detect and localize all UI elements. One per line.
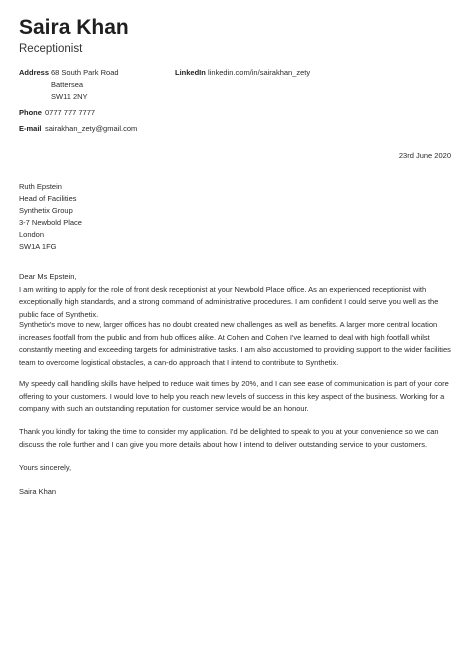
phone-value[interactable]: 0777 777 7777 bbox=[45, 108, 96, 117]
recipient-city: London bbox=[19, 230, 45, 239]
applicant-name: Saira Khan bbox=[19, 16, 129, 39]
paragraph-3: My speedy call handling skills have helped to reduce wait times by 20%, and I can see ease of communication is part of your core offering to your customers. I would love to help you reach new levels of success in this key aspect of the business. Working for a company with such an outstanding reputation for customer service would be an honour. bbox=[19, 379, 449, 413]
address-label: Address bbox=[19, 68, 50, 77]
letter-opening bbox=[19, 271, 459, 321]
phone-label: Phone bbox=[19, 108, 42, 117]
address-line-3: SW11 2NY bbox=[51, 92, 88, 101]
salutation: Dear Ms Epstein, bbox=[19, 272, 77, 281]
recipient-name: Ruth Epstein bbox=[19, 182, 62, 191]
address-line-2: Battersea bbox=[51, 80, 84, 89]
recipient-postcode: SW1A 1FG bbox=[19, 242, 57, 251]
address-line-1: 68 South Park Road bbox=[51, 68, 119, 77]
paragraph-2-block bbox=[19, 319, 459, 369]
recipient-street: 3-7 Newbold Place bbox=[19, 218, 82, 227]
recipient-address bbox=[19, 181, 82, 253]
signature-block bbox=[19, 486, 459, 499]
closing: Yours sincerely, bbox=[19, 463, 72, 472]
linkedin-label: LinkedIn bbox=[175, 68, 206, 77]
closing-block bbox=[19, 462, 459, 475]
paragraph-3-block bbox=[19, 378, 459, 416]
recipient-title: Head of Facilities bbox=[19, 194, 77, 203]
paragraph-4-block bbox=[19, 426, 459, 451]
applicant-job-title: Receptionist bbox=[19, 43, 83, 55]
email-label: E-mail bbox=[19, 124, 42, 133]
paragraph-2: Synthetix's move to new, larger offices has no doubt created new challenges as well as benefits. A larger more central location increases footfall from the public and from hub offices alike. At Cohen and Cohen I've learned to deal with high footfall whilst constantly meeting and exceeding targets for administrative tasks. I am also accustomed to providing support to the wider facilities team to overcome logistical obstacles, a can-do approach that I intend to contribute to Synthetix. bbox=[19, 320, 451, 367]
linkedin-link[interactable]: linkedin.com/in/sairakhan_zety bbox=[208, 68, 311, 77]
email-link[interactable]: sairakhan_zety@gmail.com bbox=[45, 124, 138, 133]
signature-name: Saira Khan bbox=[19, 487, 57, 496]
paragraph-4: Thank you kindly for taking the time to consider my application. I'd be delighted to speak to you at your convenience so we can discuss the role further and I can give you more details about how I intend to deliver outstanding service to your customers. bbox=[19, 427, 439, 449]
recipient-company: Synthetix Group bbox=[19, 206, 73, 215]
letter-date: 23rd June 2020 bbox=[398, 151, 451, 160]
paragraph-1: I am writing to apply for the role of front desk receptionist at your Newbold Place office. As an experienced receptionist with exceptionally high standards, and a strong command of administrative procedures. I am confident I could serve you well as the public face of Synthetix. bbox=[19, 284, 439, 319]
